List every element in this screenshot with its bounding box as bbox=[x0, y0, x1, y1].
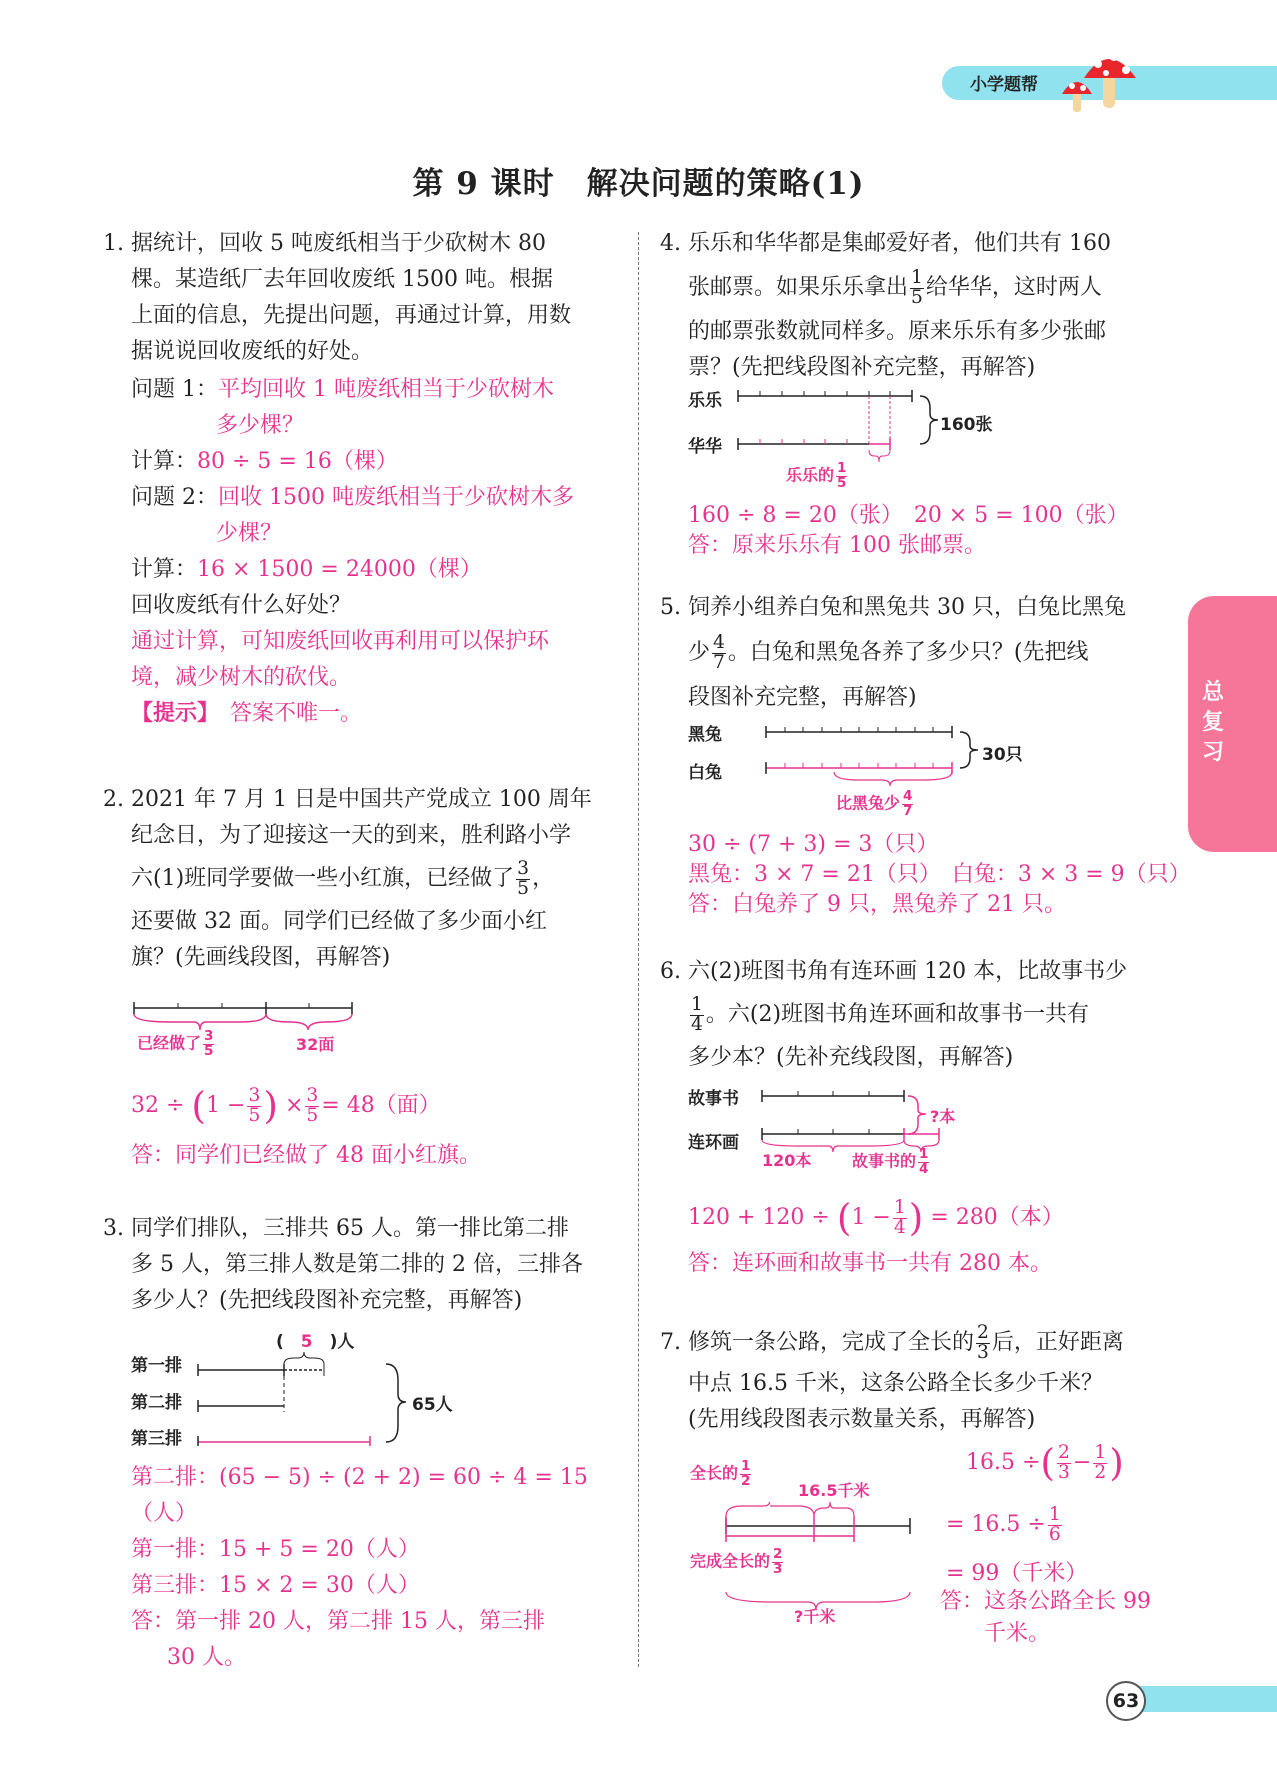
q5-step-1: 30 ÷ (7 + 3) = 3（只） bbox=[688, 832, 939, 857]
q6-120-label: 120本 bbox=[762, 1151, 812, 1170]
q1-calc-label: 计算： bbox=[131, 449, 198, 474]
q3-row1-label: 第一排 bbox=[131, 1356, 182, 1376]
q1-hint: 答案不唯一。 bbox=[230, 701, 363, 726]
question-6: 6. 六(2)班图书角有连环画 120 本，比故事书少 $\frac{1}{4}$ 。六(2)班图书角连环画和故事书一共有 多少本？(先补充线段图，再解答) bbox=[660, 954, 1180, 1076]
q4-frac-num: 1 bbox=[911, 266, 923, 288]
q7-half-label: 全长的 $\frac{1}{2}$ bbox=[690, 1458, 751, 1489]
q7-q-label: ?千米 bbox=[794, 1607, 836, 1626]
q2-line: 还要做 32 面。同学们已经做了多少面小红 bbox=[131, 909, 547, 934]
q7-answer: 答：这条公路全长 99 千米。 bbox=[940, 1589, 1151, 1646]
q7-done-num: 2 bbox=[773, 1546, 783, 1562]
q7-done-label: 完成全长的 $\frac{2}{3}$ bbox=[690, 1546, 783, 1577]
q5-frac-den: 7 bbox=[713, 651, 725, 673]
q6-frac-num: 1 bbox=[691, 993, 703, 1015]
q2-done-label: 已经做了 $\frac{3}{5}$ bbox=[137, 1028, 214, 1059]
q5-solution bbox=[688, 830, 1191, 920]
q3-line: 3. 同学们排队，三排共 65 人。第一排比第二排 bbox=[103, 1216, 569, 1241]
q7-half-num: 1 bbox=[741, 1458, 751, 1474]
q3-segment-diagram bbox=[194, 1346, 414, 1446]
q3-step-3: 第三排：15 × 2 = 30（人） bbox=[131, 1573, 420, 1598]
side-tab-label: 总复习 bbox=[1201, 680, 1224, 765]
q1-calc-label-2: 计算： bbox=[131, 557, 198, 582]
q5-segment-diagram bbox=[762, 718, 992, 788]
q7-calc-3: = 99（千米） bbox=[946, 1561, 1088, 1586]
mushroom-icon bbox=[1058, 42, 1142, 114]
q6-lbl-frac-den: 4 bbox=[919, 1160, 929, 1177]
q4-frac-den: 5 bbox=[911, 286, 923, 308]
q5-row2-label: 白兔 bbox=[688, 763, 722, 783]
q1-p2-text-2: 少棵？ bbox=[216, 521, 283, 546]
page-title: 第 9 课时 解决问题的策略(1) bbox=[412, 166, 865, 202]
q5-lbl-frac-den: 7 bbox=[903, 802, 913, 819]
q6-line: 6. 六(2)班图书角有连环画 120 本，比故事书少 bbox=[660, 959, 1128, 984]
q1-calc-2: 16 × 1500 = 24000（棵） bbox=[197, 557, 482, 582]
q2-calc-frac-num: 3 bbox=[248, 1084, 261, 1106]
q4-answer: 答：原来乐乐有 100 张邮票。 bbox=[688, 533, 986, 558]
q4-lbl-frac-num: 1 bbox=[837, 460, 847, 476]
q1-line: 1. 据统计，回收 5 吨废纸相当于少砍树木 80 bbox=[103, 231, 546, 256]
question-5: 5. 饲养小组养白兔和黑兔共 30 只，白兔比黑兔 少 $\frac{4}{7}$ 。白兔和黑兔各养了多少只？(先把线 段图补充完整，再解答) bbox=[660, 590, 1180, 716]
q1-calc-1: 80 ÷ 5 = 16（棵） bbox=[197, 449, 398, 474]
q6-story-label: 故事书的 $\frac{1}{4}$ bbox=[852, 1146, 929, 1177]
q3-row3-label: 第三排 bbox=[131, 1429, 182, 1449]
q1-benefit: 通过计算，可知废纸回收再利用可以保护环 bbox=[131, 629, 550, 654]
q7-calc-1: 16.5 ÷( $\frac{2}{3}$ − $\frac{1}{2}$ ) bbox=[966, 1440, 1124, 1485]
question-2: 2. 2021 年 7 月 1 日是中国共产党成立 100 周年 纪念日，为了迎接这一天的到来，胜利路小学 六(1)班同学要做一些小红旗，已经做了 $\frac{3}{5}$ ， 还要做 32 面。同学们已经做了多少面小红 旗？(先画线段图，再解答) bbox=[103, 782, 623, 976]
q6-answer: 答：连环画和故事书一共有 280 本。 bbox=[688, 1251, 1052, 1276]
q3-line: 多 5 人，第三排人数是第二排的 2 倍，三排各 bbox=[131, 1252, 583, 1277]
q5-lbl-frac-num: 4 bbox=[903, 788, 913, 804]
question-1 bbox=[103, 226, 623, 370]
q3-row2-label: 第二排 bbox=[131, 1393, 182, 1413]
q6-line: 多少本？(先补充线段图，再解答) bbox=[688, 1045, 1014, 1070]
q1-benefit-2: 境，减少树木的砍伐。 bbox=[131, 665, 352, 690]
q2-frac-num: 3 bbox=[517, 857, 530, 879]
q7-c-frac-den: 3 bbox=[1058, 1461, 1070, 1483]
q1-line: 上面的信息，先提出问题，再通过计算，用数 bbox=[131, 303, 572, 328]
q2-answer: 答：同学们已经做了 48 面小红旗。 bbox=[131, 1143, 481, 1168]
q6-row2-label: 连环画 bbox=[688, 1133, 739, 1153]
q7-c-frac-num: 2 bbox=[1058, 1441, 1070, 1463]
q2-line: 六(1)班同学要做一些小红旗，已经做了 bbox=[131, 866, 515, 891]
q3-answer: 答：第一排 20 人，第二排 15 人，第三排 bbox=[131, 1609, 545, 1634]
q1-p1-text: 平均回收 1 吨废纸相当于少砍树木 bbox=[218, 377, 554, 402]
q3-line: 多少人？(先把线段图补充完整，再解答) bbox=[131, 1288, 523, 1313]
question-3 bbox=[103, 1211, 623, 1319]
q2-calc-frac-den: 5 bbox=[248, 1104, 261, 1126]
q5-row1-label: 黑兔 bbox=[688, 725, 722, 745]
q3-step-1: 第二排：(65 − 5) ÷ (2 + 2) = 60 ÷ 4 = 15（人） bbox=[131, 1465, 588, 1526]
q5-answer: 答：白兔养了 9 只，黑兔养了 21 只。 bbox=[688, 892, 1066, 917]
q4-row1-label: 乐乐 bbox=[688, 391, 722, 411]
q6-row1-label: 故事书 bbox=[688, 1089, 739, 1109]
page-number: 63 bbox=[1106, 1681, 1146, 1721]
q7-done-den: 3 bbox=[773, 1560, 783, 1577]
q1-p1-label: 问题 1： bbox=[131, 377, 218, 402]
q2-calc: 32 ÷ (1 − $\frac{3}{5}$ ) × $\frac{3}{5}$ = 48（面） bbox=[131, 1083, 441, 1128]
question-4: 4. 乐乐和华华都是集邮爱好者，他们共有 160 张邮票。如果乐乐拿出 $\frac{1}{5}$ 给华华，这时两人 的邮票张数就同样多。原来乐乐有多少张邮 票？(先把线段图补充完整，再解答) bbox=[660, 226, 1180, 386]
q5-total-label: 30只 bbox=[982, 745, 1023, 765]
q6-calc-frac-den: 4 bbox=[893, 1216, 906, 1238]
q7-c-half-num: 1 bbox=[1094, 1441, 1107, 1463]
q2-line: 旗？(先画线段图，再解答) bbox=[131, 945, 391, 970]
q3-blank: ( 5 )人 bbox=[276, 1332, 355, 1352]
q3-step-2: 第一排：15 + 5 = 20（人） bbox=[131, 1537, 420, 1562]
q4-row2-label: 华华 bbox=[688, 437, 722, 457]
q7-c2-den: 6 bbox=[1048, 1523, 1061, 1545]
q5-less-label: 比黑兔少 $\frac{4}{7}$ bbox=[836, 788, 913, 819]
q2-calc-frac2-num: 3 bbox=[306, 1084, 319, 1106]
q1-hint-label: 【提示】 bbox=[131, 701, 209, 726]
q6-frac-den: 4 bbox=[691, 1013, 703, 1035]
q7-line: (先用线段图表示数量关系，再解答) bbox=[688, 1407, 1036, 1432]
q1-p1-text-2: 多少棵？ bbox=[216, 413, 305, 438]
q1-p2-label: 问题 2： bbox=[131, 485, 218, 510]
q4-lbl-frac-den: 5 bbox=[837, 474, 847, 491]
q2-line: 2. 2021 年 7 月 1 日是中国共产党成立 100 周年 bbox=[103, 787, 592, 812]
series-label: 小学题帮 bbox=[970, 75, 1038, 95]
q1-p2-text: 回收 1500 吨废纸相当于少砍树木多 bbox=[218, 485, 574, 510]
q2-calc-frac2-den: 5 bbox=[306, 1104, 319, 1126]
q2-frac-den: 5 bbox=[517, 877, 530, 899]
q2-diag-frac-num: 3 bbox=[204, 1028, 214, 1044]
q2-line: 纪念日，为了迎接这一天的到来，胜利路小学 bbox=[131, 823, 572, 848]
q6-segment-diagram bbox=[758, 1084, 948, 1154]
q2-diag-frac-den: 5 bbox=[204, 1042, 214, 1059]
q3-solution bbox=[131, 1460, 631, 1676]
q5-step-2: 黑兔：3 × 7 = 21（只） 白兔：3 × 3 = 9（只） bbox=[688, 862, 1191, 887]
q5-frac-num: 4 bbox=[713, 631, 725, 653]
q4-line: 4. 乐乐和华华都是集邮爱好者，他们共有 160 bbox=[660, 231, 1111, 256]
q2-32-label: 32面 bbox=[296, 1035, 335, 1054]
q4-step-1: 160 ÷ 8 = 20（张） 20 × 5 = 100（张） bbox=[688, 503, 1129, 528]
q7-frac-num: 2 bbox=[976, 1321, 989, 1343]
q7-half-den: 2 bbox=[741, 1472, 751, 1489]
q4-line: 的邮票张数就同样多。原来乐乐有多少张邮 bbox=[688, 319, 1107, 344]
q6-calc-frac-num: 1 bbox=[893, 1196, 906, 1218]
q6-lbl-frac-num: 1 bbox=[919, 1146, 929, 1162]
q7-c2-num: 1 bbox=[1048, 1503, 1061, 1525]
q4-lele-label: 乐乐的 $\frac{1}{5}$ bbox=[786, 460, 847, 491]
q4-solution bbox=[688, 498, 1188, 564]
q7-c-half-den: 2 bbox=[1094, 1461, 1107, 1483]
question-7: 7. 修筑一条公路，完成了全长的 $\frac{2}{3}$ 后，正好距离 中点 16.5 千米，这条公路全长多少千米？ (先用线段图表示数量关系，再解答) bbox=[660, 1320, 1180, 1438]
q1-line: 据说说回收废纸的好处。 bbox=[131, 339, 374, 364]
q5-line: 5. 饲养小组养白兔和黑兔共 30 只，白兔比黑兔 bbox=[660, 595, 1126, 620]
q4-line: 票？(先把线段图补充完整，再解答) bbox=[688, 355, 1036, 380]
column-divider bbox=[638, 232, 639, 1667]
q4-segment-diagram bbox=[734, 382, 954, 472]
q3-total-label: 65人 bbox=[412, 1395, 453, 1415]
q3-answer-2: 30 人。 bbox=[167, 1645, 246, 1670]
q1-benefit-question: 回收废纸有什么好处？ bbox=[131, 593, 352, 618]
q1-answers bbox=[131, 372, 621, 732]
q3-blank-value: 5 bbox=[300, 1332, 313, 1352]
q6-calc: 120 + 120 ÷ (1 − $\frac{1}{4}$ ) = 280（本） bbox=[688, 1195, 1064, 1240]
q7-frac-den: 3 bbox=[976, 1341, 989, 1363]
page-number-bar bbox=[1132, 1686, 1277, 1712]
q1-line: 棵。某造纸厂去年回收废纸 1500 吨。根据 bbox=[131, 267, 553, 292]
q7-line: 中点 16.5 千米，这条公路全长多少千米？ bbox=[688, 1371, 1103, 1396]
q6-total-label: ?本 bbox=[930, 1107, 956, 1126]
q7-km-label: 16.5千米 bbox=[798, 1481, 870, 1500]
q7-calc-2: = 16.5 ÷ $\frac{1}{6}$ bbox=[946, 1503, 1061, 1545]
q5-line: 段图补充完整，再解答) bbox=[688, 685, 917, 710]
q4-total-label: 160张 bbox=[940, 415, 993, 435]
